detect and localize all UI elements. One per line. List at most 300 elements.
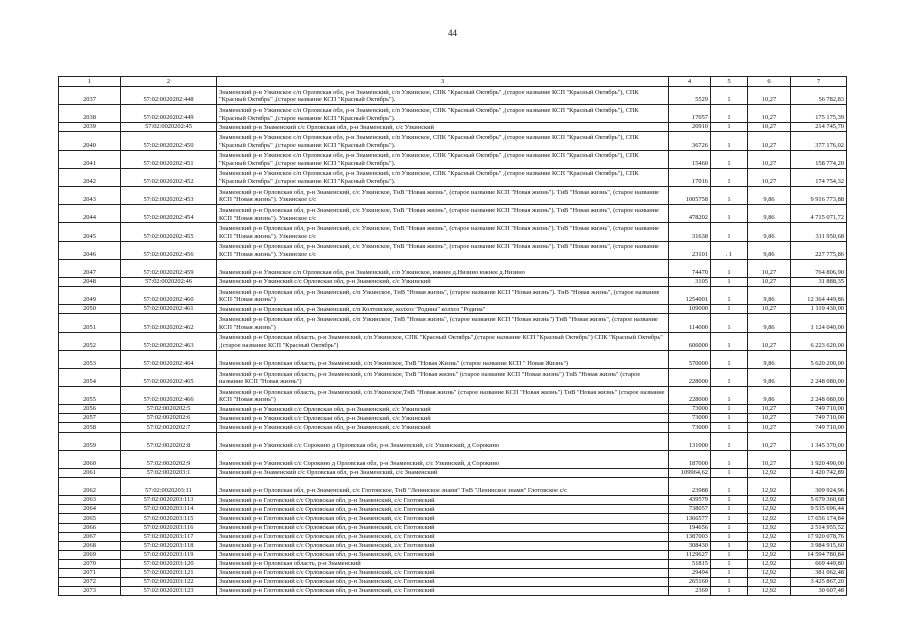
cadastral-number-cell: 57:02:0020202:46 [121,277,217,286]
share-cell: 1 [711,123,748,132]
area-cell: 228000 [669,368,711,386]
location-description-cell: Знаменский р-н Узкинское с/п Орловская обл, р-н Знаменский, с/п Узкинское, СПК "Красный Октябрь" ,(старое название КСП "Красный Октябрь"), СПК "Красный Октябрь" ,(старое название КСП "Красный Октябрь"). [217,150,669,168]
cadastral-value-cell: 2 514 955,52 [791,523,847,532]
cadastral-number-cell: 57:02:0020203:117 [121,532,217,541]
area-cell: 265160 [669,578,711,587]
table-row [59,587,847,596]
cadastral-value-cell: 2 248 080,00 [791,387,847,405]
rate-cell: 10,27 [748,123,791,132]
rate-cell: 9,86 [748,314,791,332]
row-number-cell: 2046 [59,241,121,259]
header-row [59,77,847,87]
location-description-cell: Знаменский р-н Узкинский с/с Сорокино д Орловская обл, р-н Знаменский, с/с Узкинский, д Сорокино [217,432,669,450]
area-cell: 114000 [669,314,711,332]
location-description-cell: Знаменский р-н Глотовский с/с Орловская обл, р-н Знаменский, с/с Глотовский [217,523,669,532]
cadastral-number-cell: 57:02:0020202:454 [121,205,217,223]
row-number-cell: 2058 [59,423,121,432]
table-row [59,468,847,477]
cadastral-number-cell: 57:02:0020203:120 [121,559,217,568]
area-cell: 228000 [669,387,711,405]
cadastral-number-cell: 57:02:0020202:5 [121,405,217,414]
location-description-cell: Знаменский р-н Орловская обл, р-н Знаменский, с/с Узкинское, ТнВ "Новая жизнь", (старое название КСП "Новая жизнь"). ТнВ "Новая жизнь", (старое название КСП "Новая жизнь"). Узкинское с/с [217,205,669,223]
rate-cell: 12,92 [748,496,791,505]
share-cell: 1 [711,541,748,550]
area-cell: 1366577 [669,514,711,523]
cadastral-value-cell: 17 920 078,76 [791,532,847,541]
location-description-cell: Знаменский р-н Узкинский с/с Орловская обл, р-н Знаменский, с/с Узкинский [217,414,669,423]
table-row [59,205,847,223]
row-number-cell: 2041 [59,150,121,168]
cadastral-value-cell: 669 449,80 [791,559,847,568]
rate-cell: 12,92 [748,550,791,559]
header-cell-4: 4 [669,77,711,87]
cadastral-number-cell: 57:02:0020202:6 [121,414,217,423]
location-description-cell: Знаменский р-н Узкинское с/п Орловская обл, р-н Знаменский, с/п Узкинское, СПК "Красный Октябрь" ,(старое название КСП "Красный Октябрь"), СПК "Красный Октябрь" ,(старое название КСП "Красный Октябрь"). [217,105,669,123]
cadastral-value-cell: 14 594 780,84 [791,550,847,559]
location-description-cell: Знаменский р-н Узкинское с/п Орловская обл, р-н Знаменский, с/п Узкинское, южнее д.Низино южнее д.Низино [217,259,669,277]
cadastral-value-cell: 175 175,39 [791,105,847,123]
area-cell: 23988 [669,478,711,496]
rate-cell: 12,92 [748,541,791,550]
table-row [59,514,847,523]
cadastral-value-cell: 2 248 080,00 [791,368,847,386]
cadastral-value-cell: 1 920 490,00 [791,450,847,468]
table-row [59,287,847,305]
row-number-cell: 2061 [59,468,121,477]
area-cell: 131000 [669,432,711,450]
area-cell: 20910 [669,123,711,132]
location-description-cell: Знаменский р-н Глотовский с/с Орловская обл, р-н Знаменский, с/с Глотовский [217,514,669,523]
rate-cell: 10,27 [748,305,791,314]
cadastral-number-cell: 57:02:0020203:123 [121,587,217,596]
page-number: 44 [448,28,457,38]
cadastral-number-cell: 57:02:0020202:461 [121,305,217,314]
share-cell: 1 [711,187,748,205]
cadastral-number-cell: 57:02:0020202:462 [121,314,217,332]
location-description-cell: Знаменский р-н Орловская обл, р-н Знаменский, с/с Узкинское, ТнВ "Новая жизнь", (старое название КСП "Новая жизнь"). ТнВ "Новая жизнь", (старое название КСП "Новая жизнь"). Узкинское с/с [217,187,669,205]
table-row [59,187,847,205]
table-row [59,432,847,450]
area-cell: 17016 [669,168,711,186]
land-plots-table [58,76,847,596]
rate-cell: 9,86 [748,350,791,368]
table-row [59,532,847,541]
location-description-cell: Знаменский р-н Орловская обл, р-н Знаменский, с/п Узкинское, ТнВ "Новая жизнь", (старое название КСП "Новая жизнь") ТнВ "Новая жизнь", (старое название КСП "Новая жизнь") [217,314,669,332]
table-row [59,523,847,532]
row-number-cell: 2063 [59,496,121,505]
cadastral-value-cell: 174 754,32 [791,168,847,186]
share-cell: 1 [711,168,748,186]
location-description-cell: Знаменский р-н Знаменский с/с Орловская обл, р-н Знаменский, с/с Знаменский [217,468,669,477]
row-number-cell: 2051 [59,314,121,332]
share-cell: 1 [711,423,748,432]
rate-cell: 12,92 [748,514,791,523]
cadastral-number-cell: 57:02:0020202:455 [121,223,217,241]
table-row [59,368,847,386]
area-cell: 36726 [669,132,711,150]
area-cell: 606000 [669,332,711,350]
table-row [59,332,847,350]
rate-cell: 9,86 [748,223,791,241]
rate-cell: 10,27 [748,277,791,286]
table-row [59,150,847,168]
cadastral-number-cell: 57:02:0020203:116 [121,523,217,532]
cadastral-number-cell: 57:02:0020203:115 [121,514,217,523]
cadastral-value-cell: 311 950,68 [791,223,847,241]
rate-cell: 10,27 [748,87,791,105]
table-row [59,568,847,577]
table-row [59,450,847,468]
area-cell: 73000 [669,423,711,432]
row-number-cell: 2044 [59,205,121,223]
table-row [59,387,847,405]
rate-cell: 10,27 [748,423,791,432]
area-cell: 74470 [669,259,711,277]
header-cell-6: 6 [748,77,791,87]
cadastral-value-cell: 3 984 915,60 [791,541,847,550]
table-row [59,168,847,186]
location-description-cell: Знаменский р-н Глотовский с/с Орловская обл, р-н Знаменский, с/с Глотовский [217,550,669,559]
location-description-cell: Знаменский р-н Узкинский с/с Орловская обл, р-н Знаменский, с/с Узкинский [217,277,669,286]
rate-cell: 12,92 [748,505,791,514]
cadastral-value-cell: 5 679 360,68 [791,496,847,505]
header-cell-2: 2 [121,77,217,87]
table-row [59,496,847,505]
row-number-cell: 2066 [59,523,121,532]
cadastral-value-cell: 31 888,35 [791,277,847,286]
share-cell: 1 [711,314,748,332]
row-number-cell: 2052 [59,332,121,350]
area-cell: 570000 [669,350,711,368]
location-description-cell: Знаменский р-н Узкинское с/п Орловская обл, р-н Знаменский, с/п Узкинское, СПК "Красный Октябрь" ,(старое название КСП "Красный Октябрь"), СПК "Красный Октябрь" ,(старое название КСП "Красный Октябрь"). [217,132,669,150]
cadastral-value-cell: 749 710,00 [791,405,847,414]
location-description-cell: Знаменский р-н Узкинское с/п Орловская обл, р-н Знаменский, с/п Узкинское, СПК "Красный Октябрь" ,(старое название КСП "Красный Октябрь"), СПК "Красный Октябрь" ,(старое название КСП "Красный Октябрь"). [217,87,669,105]
row-number-cell: 2049 [59,287,121,305]
rate-cell: 12,92 [748,568,791,577]
row-number-cell: 2072 [59,578,121,587]
cadastral-number-cell: 57:02:0020203:11 [121,478,217,496]
share-cell: 1 [711,414,748,423]
cadastral-value-cell: 1 124 040,00 [791,314,847,332]
share-cell: 1 [711,478,748,496]
table-row [59,105,847,123]
area-cell: 3105 [669,277,711,286]
table-row [59,405,847,414]
rate-cell: 9,86 [748,205,791,223]
cadastral-value-cell: 9 916 773,88 [791,187,847,205]
location-description-cell: Знаменский р-н Орловская область, р-н Знаменский, с/п Узкинское, СПК "Красный Октябрь",(старое название КСП "Красный Октябрь") СПК "Красный Октябрь" ,(старое название КСП "Красный Октябрь") [217,332,669,350]
rate-cell: 10,27 [748,150,791,168]
table-row [59,123,847,132]
table-row [59,132,847,150]
area-cell: 1129627 [669,550,711,559]
area-cell: 194656 [669,523,711,532]
location-description-cell: Знаменский р-н Глотовский с/с Орловская обл, р-н Знаменский, с/с Глотовский [217,541,669,550]
rate-cell: 10,27 [748,414,791,423]
table-row [59,578,847,587]
area-cell: 478202 [669,205,711,223]
share-cell: 1 [711,450,748,468]
area-cell: 308430 [669,541,711,550]
rate-cell: 10,27 [748,405,791,414]
table-row [59,87,847,105]
cadastral-number-cell: 57:02:0020202:448 [121,87,217,105]
cadastral-value-cell: 30 607,48 [791,587,847,596]
rate-cell: 12,92 [748,587,791,596]
location-description-cell: Знаменский р-н Глотовский с/с Орловская обл, р-н Знаменский, с/с Глотовский [217,587,669,596]
cadastral-value-cell: 749 710,00 [791,414,847,423]
share-cell: 1 [711,505,748,514]
cadastral-number-cell: 57:02:0020202:8 [121,432,217,450]
row-number-cell: 2068 [59,541,121,550]
cadastral-number-cell: 57:02:0020203:118 [121,541,217,550]
row-number-cell: 2064 [59,505,121,514]
row-number-cell: 2042 [59,168,121,186]
cadastral-value-cell: 377 176,02 [791,132,847,150]
location-description-cell: Знаменский р-н Глотовский с/с Орловская обл, р-н Знаменский, с/с Глотовский [217,496,669,505]
area-cell: 1005758 [669,187,711,205]
location-description-cell: Знаменский р-н Узкинский с/с Орловская обл, р-н Знаменский, с/с Узкинский [217,423,669,432]
table-body [59,77,847,596]
cadastral-value-cell: 158 774,20 [791,150,847,168]
area-cell: 2369 [669,587,711,596]
row-number-cell: 2070 [59,559,121,568]
table-row [59,541,847,550]
row-number-cell: 2055 [59,387,121,405]
table-row [59,478,847,496]
share-cell: 1 [711,523,748,532]
share-cell: 1 [711,132,748,150]
cadastral-number-cell: 57:02:0020202:450 [121,132,217,150]
row-number-cell: 2071 [59,568,121,577]
row-number-cell: 2039 [59,123,121,132]
rate-cell: 12,92 [748,468,791,477]
rate-cell: 10,27 [748,432,791,450]
area-cell: 23101 [669,241,711,259]
share-cell: 1 [711,496,748,505]
location-description-cell: Знаменский р-н Орловская область, р-н Знаменский [217,559,669,568]
area-cell: 5529 [669,87,711,105]
cadastral-value-cell: 1 345 370,00 [791,432,847,450]
share-cell: 1 [711,432,748,450]
cadastral-value-cell: 12 364 449,86 [791,287,847,305]
cadastral-number-cell: 57:02:0020202:452 [121,168,217,186]
location-description-cell: Знаменский р-н Узкинский с/с Сорокино д Орловская обл, р-н Знаменский, с/с Узкинский, д Сорокино [217,450,669,468]
cadastral-number-cell: 57:02:0020203:122 [121,578,217,587]
cadastral-number-cell: 57:02:0020202:464 [121,350,217,368]
area-cell: 439579 [669,496,711,505]
rate-cell: 12,92 [748,532,791,541]
cadastral-number-cell: 57:02:0020202:7 [121,423,217,432]
cadastral-value-cell: 764 806,90 [791,259,847,277]
location-description-cell: Знаменский р-н Знаменский с/с Орловская обл, р-н Знаменский, с/с Узкинский [217,123,669,132]
table-row [59,223,847,241]
area-cell: 738057 [669,505,711,514]
rate-cell: 12,92 [748,478,791,496]
location-description-cell: Знаменский р-н Орловская область, р-н Знаменский, с/п Узкинское, ТнВ "Новая Жизнь" (старое название КСП " Новая Жизнь") [217,350,669,368]
location-description-cell: Знаменский р-н Орловская обл, р-н Знаменский, с/п Колтевское, колхоз "Родина" колхоз "Родина" [217,305,669,314]
table-row [59,314,847,332]
cadastral-value-cell: 1 119 430,00 [791,305,847,314]
row-number-cell: 2059 [59,432,121,450]
share-cell: 1 [711,87,748,105]
row-number-cell: 2065 [59,514,121,523]
table-row [59,505,847,514]
area-cell: 15460 [669,150,711,168]
location-description-cell: Знаменский р-н Узкинский с/с Орловская обл, р-н Знаменский, с/с Узкинский [217,405,669,414]
rate-cell: 10,27 [748,132,791,150]
share-cell: 1 [711,205,748,223]
location-description-cell: Знаменский р-н Орловская обл, р-н Знаменский, с/с Узкинское, ТнВ "Новая жизнь", (старое название КСП "Новая жизнь"). ТнВ "Новая жизнь", (старое название КСП "Новая жизнь"). Узкинское с/с [217,241,669,259]
cadastral-value-cell: 17 656 174,84 [791,514,847,523]
area-cell: 31638 [669,223,711,241]
row-number-cell: 2062 [59,478,121,496]
area-cell: 109964,62 [669,468,711,477]
share-cell: 1 [711,223,748,241]
location-description-cell: Знаменский р-н Глотовский с/с Орловская обл, р-н Знаменский, с/с Глотовский [217,532,669,541]
row-number-cell: 2038 [59,105,121,123]
location-description-cell: Знаменский р-н Глотовский с/с Орловская обл, р-н Знаменский, с/с Глотовский [217,568,669,577]
location-description-cell: Знаменский р-н Орловская обл, р-н Знаменский, с/с Глотовское, ТнВ "Ленинское знамя" ТнВ "Ленинское знамя" Глотовское с/с [217,478,669,496]
cadastral-number-cell: 57:02:0020202:465 [121,368,217,386]
location-description-cell: Знаменский р-н Глотовский с/с Орловская обл, р-н Знаменский, с/с Глотовский [217,505,669,514]
land-plots-table-wrapper [58,76,846,596]
cadastral-value-cell: 227 775,86 [791,241,847,259]
share-cell: 1 [711,368,748,386]
row-number-cell: 2057 [59,414,121,423]
share-cell: 1 [711,578,748,587]
row-number-cell: 2053 [59,350,121,368]
cadastral-number-cell: 57:02:0020202:9 [121,450,217,468]
share-cell: 1 [711,287,748,305]
table-row [59,550,847,559]
share-cell: 1 [711,387,748,405]
rate-cell: 9,86 [748,368,791,386]
rate-cell: 10,27 [748,259,791,277]
row-number-cell: 2069 [59,550,121,559]
share-cell: . 1 [711,241,748,259]
share-cell: 1 [711,150,748,168]
cadastral-value-cell: 381 062,48 [791,568,847,577]
rate-cell: 9,86 [748,187,791,205]
location-description-cell: Знаменский р-н Орловская обл, р-н Знаменский, с/п Узкинское, ТнВ "Новая жизнь", (старое название КСП "Новая жизнь"). ТнВ "Новая жизнь", (старое название КСП "Новая жизнь") [217,287,669,305]
share-cell: 1 [711,532,748,541]
header-cell-1: 1 [59,77,121,87]
share-cell: 1 [711,468,748,477]
cadastral-value-cell: 4 715 071,72 [791,205,847,223]
table-row [59,350,847,368]
rate-cell: 10,27 [748,105,791,123]
cadastral-number-cell: 57:02:0020203:121 [121,568,217,577]
cadastral-value-cell: 309 924,96 [791,478,847,496]
table-row [59,241,847,259]
rate-cell: 9,86 [748,241,791,259]
row-number-cell: 2056 [59,405,121,414]
row-number-cell: 2073 [59,587,121,596]
table-row [59,259,847,277]
table-row [59,277,847,286]
cadastral-value-cell: 3 425 867,20 [791,578,847,587]
area-cell: 17057 [669,105,711,123]
area-cell: 187000 [669,450,711,468]
cadastral-number-cell: 57:02:0020202:463 [121,332,217,350]
share-cell: 1 [711,587,748,596]
area-cell: 73000 [669,414,711,423]
cadastral-value-cell: 9 535 696,44 [791,505,847,514]
rate-cell: 12,92 [748,559,791,568]
share-cell: 1 [711,259,748,277]
cadastral-number-cell: 57:02:0020202:449 [121,105,217,123]
row-number-cell: 2050 [59,305,121,314]
header-cell-7: 7 [791,77,847,87]
cadastral-number-cell: 57:02:0020202:451 [121,150,217,168]
table-row [59,423,847,432]
cadastral-value-cell: 5 620 200,00 [791,350,847,368]
share-cell: 1 [711,568,748,577]
cadastral-number-cell: 57:02:0020202:456 [121,241,217,259]
location-description-cell: Знаменский р-н Глотовский с/с Орловская обл, р-н Знаменский, с/с Глотовский [217,578,669,587]
cadastral-number-cell: 57:02:0020202:45 [121,123,217,132]
share-cell: 1 [711,105,748,123]
area-cell: 29494 [669,568,711,577]
share-cell: 1 [711,514,748,523]
row-number-cell: 2054 [59,368,121,386]
cadastral-number-cell: 57:02:0020202:459 [121,259,217,277]
row-number-cell: 2060 [59,450,121,468]
location-description-cell: Знаменский р-н Орловская обл, р-н Знаменский, с/с Узкинское, ТнВ "Новая жизнь", (старое название КСП "Новая жизнь"). ТнВ "Новая жизнь", (старое название КСП "Новая жизнь"). Узкинское с/с [217,223,669,241]
cadastral-value-cell: 214 745,70 [791,123,847,132]
rate-cell: 10,27 [748,332,791,350]
area-cell: 73000 [669,405,711,414]
share-cell: 1 [711,405,748,414]
header-cell-5: 5 [711,77,748,87]
cadastral-value-cell: 56 782,83 [791,87,847,105]
share-cell: 1 [711,277,748,286]
share-cell: 1 [711,332,748,350]
cadastral-number-cell: 57:02:0020202:453 [121,187,217,205]
location-description-cell: Знаменский р-н Орловская область, р-н Знаменский, с/п Узкинское,ТнВ "Новая жизнь" (старое название КСП "Новая жизнь") ТнВ "Новая жизнь" (старое название КСП "Новая жизнь") [217,387,669,405]
location-description-cell: Знаменский р-н Орловская область, р-н Знаменский, с/п Узкинское, ТнВ "Новая жизнь" (старое название КСП "Новая жизнь") ТнВ "Новая жизнь" (старое название КСП "Новая жизнь") [217,368,669,386]
cadastral-number-cell: 57:02:0020202:466 [121,387,217,405]
rate-cell: 12,92 [748,523,791,532]
row-number-cell: 2067 [59,532,121,541]
table-row [59,559,847,568]
rate-cell: 12,92 [748,578,791,587]
row-number-cell: 2048 [59,277,121,286]
rate-cell: 9,86 [748,287,791,305]
cadastral-value-cell: 1 420 742,89 [791,468,847,477]
cadastral-number-cell: 57:02:0020203:1 [121,468,217,477]
cadastral-number-cell: 57:02:0020202:460 [121,287,217,305]
location-description-cell: Знаменский р-н Узкинское с/п Орловская обл, р-н Знаменский, с/п Узкинское, СПК "Красный Октябрь" ,(старое название КСП "Красный Октябрь"), СПК "Красный Октябрь" ,(старое название КСП "Красный Октябрь"). [217,168,669,186]
share-cell: 1 [711,350,748,368]
area-cell: 109000 [669,305,711,314]
cadastral-number-cell: 57:02:0020203:119 [121,550,217,559]
row-number-cell: 2043 [59,187,121,205]
row-number-cell: 2045 [59,223,121,241]
area-cell: 1254001 [669,287,711,305]
share-cell: 1 [711,559,748,568]
rate-cell: 9,86 [748,387,791,405]
header-cell-3: 3 [217,77,669,87]
row-number-cell: 2037 [59,87,121,105]
cadastral-value-cell: 6 223 620,00 [791,332,847,350]
cadastral-number-cell: 57:02:0020203:113 [121,496,217,505]
table-row [59,305,847,314]
rate-cell: 10,27 [748,168,791,186]
rate-cell: 10,27 [748,450,791,468]
area-cell: 51815 [669,559,711,568]
